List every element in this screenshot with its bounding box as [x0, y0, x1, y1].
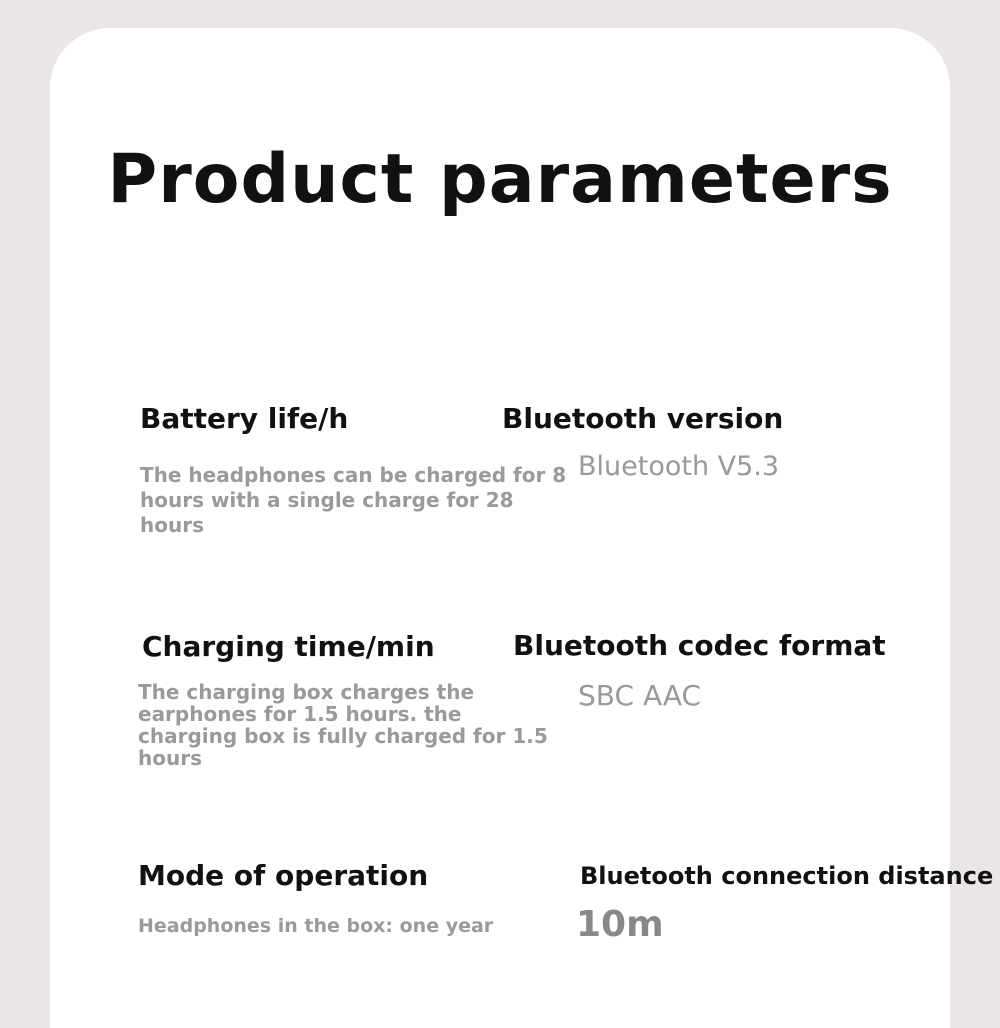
- page-title: Product parameters: [107, 140, 893, 219]
- charging-time-value: The charging box charges the earphones for 1.5 hours. the charging box is fully charged for 1.5 hours: [138, 680, 548, 770]
- charging-time-label: Charging time/min: [142, 630, 435, 663]
- bluetooth-distance-label: Bluetooth connection distance: [580, 862, 994, 890]
- bluetooth-version-label: Bluetooth version: [502, 402, 784, 435]
- bluetooth-codec-value: SBC AAC: [578, 679, 702, 712]
- mode-of-operation-value: Headphones in the box: one year: [138, 915, 494, 937]
- battery-life-label: Battery life/h: [140, 402, 349, 435]
- bluetooth-version-value: Bluetooth V5.3: [578, 451, 780, 482]
- battery-life-value: The headphones can be charged for 8 hours with a single charge for 28 hours: [140, 463, 567, 537]
- bluetooth-distance-value: 10m: [576, 904, 664, 945]
- mode-of-operation-label: Mode of operation: [138, 859, 429, 892]
- bluetooth-codec-label: Bluetooth codec format: [513, 629, 886, 662]
